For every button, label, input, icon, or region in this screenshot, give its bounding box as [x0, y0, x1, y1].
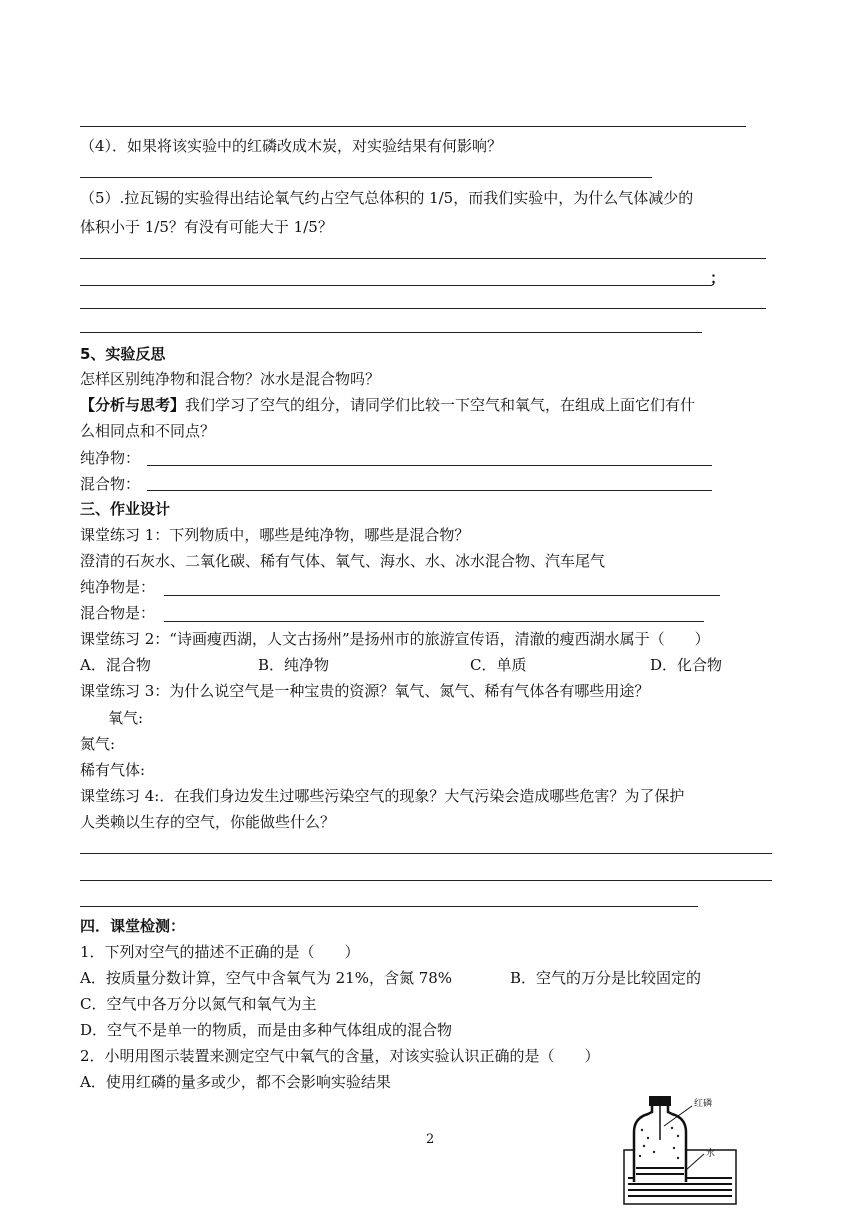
water-leader [686, 1154, 704, 1170]
exercise-2-question: 课堂练习 2：“诗画瘦西湖，人文古扬州”是扬州市的旅游宣传语，清澈的瘦西湖水属于（ ） [80, 630, 710, 648]
exercise-1-mixture-label: 混合物是： [80, 604, 156, 622]
apparatus-figure [620, 1090, 740, 1206]
exercise-3-oxygen: 氧气: [108, 709, 144, 727]
exercise-1-pure-label: 纯净物是： [80, 578, 156, 596]
exercise-3-question: 课堂练习 3：为什么说空气是一种宝贵的资源？氧气、氮气、稀有气体各有哪些用途？ [80, 682, 650, 700]
exercise-4-line1: 课堂练习 4:．在我们身边发生过哪些污染空气的现象？大气污染会造成哪些危害？为了保护 [80, 787, 685, 805]
test-1-option-a: A．按质量分数计算，空气中含氧气为 21%，含氮 78% [80, 969, 453, 987]
test-2-question: 2．小明用图示装置来测定空气中氧气的含量，对该实验认识正确的是（ ） [80, 1047, 600, 1065]
exercise-1-pure-line [164, 595, 720, 596]
exercise-1-items: 澄清的石灰水、二氧化碳、稀有气体、氧气、海水、水、冰水混合物、汽车尾气 [80, 552, 606, 570]
section-3-title: 三、作业设计 [80, 500, 171, 518]
analysis-line1 [80, 395, 695, 415]
test-1-question: 1．下列对空气的描述不正确的是（ ） [80, 943, 360, 961]
exercise-1-mixture-line [164, 621, 704, 622]
answer-line [80, 258, 766, 259]
exercise-2-option-c: C．单质 [470, 656, 527, 674]
section-4-title: 四．课堂检测： [80, 917, 186, 935]
mixture-label: 混合物： [80, 475, 141, 493]
analysis-text: 我们学习了空气的组分，请同学们比较一下空气和氧气，在组成上面它们有什 [185, 396, 696, 414]
answer-line [80, 177, 652, 178]
answer-line [80, 308, 766, 309]
exercise-1-question: 课堂练习 1：下列物质中，哪些是纯净物，哪些是混合物？ [80, 526, 470, 544]
test-1-option-c: C．空气中各万分以氮气和氧气为主 [80, 995, 317, 1013]
answer-line [80, 880, 772, 881]
analysis-heading: 【分析与思考】 [80, 396, 186, 414]
exercise-3-nitrogen: 氮气: [80, 735, 116, 753]
question-4: （4）．如果将该实验中的红磷改成木炭，对实验结果有何影响？ [80, 137, 503, 155]
question-5-line1: （5）.拉瓦锡的实验得出结论氧气约占空气总体积的 1/5，而我们实验中，为什么气体减少的 [80, 189, 694, 207]
section-5-title: 5、实验反思 [80, 345, 166, 363]
exercise-2-option-d: D．化合物 [650, 656, 723, 674]
test-2-option-a: A．使用红磷的量多或少，都不会影响实验结果 [80, 1073, 391, 1091]
analysis-line2: 么相同点和不同点？ [80, 422, 216, 440]
exercise-4-line2: 人类赖以生存的空气，你能做些什么？ [80, 813, 336, 831]
test-1-option-d: D．空气不是单一的物质，而是由多种气体组成的混合物 [80, 1021, 453, 1039]
exercise-2-option-b: B．纯净物 [258, 656, 330, 674]
exercise-3-rare-gas: 稀有气体: [80, 761, 146, 779]
answer-line [80, 906, 698, 907]
phosphorus-label: 红磷 [694, 1099, 713, 1109]
exercise-2-option-a: A．混合物 [80, 656, 151, 674]
pure-answer-line [147, 465, 712, 466]
answer-line [80, 285, 712, 286]
answer-line [80, 853, 772, 854]
question-5-line2: 体积小于 1/5？有没有可能大于 1/5？ [80, 218, 333, 236]
water-label: 水 [706, 1149, 716, 1159]
test-1-option-b: B．空气的万分是比较固定的 [510, 969, 702, 987]
answer-line [80, 126, 746, 127]
pure-label: 纯净物： [80, 449, 141, 467]
page-number: 2 [426, 1132, 435, 1147]
semicolon: ； [710, 269, 726, 287]
mixture-answer-line [147, 490, 712, 491]
answer-line [80, 332, 702, 333]
section-5-question: 怎样区别纯净物和混合物？冰水是混合物吗？ [80, 370, 381, 388]
